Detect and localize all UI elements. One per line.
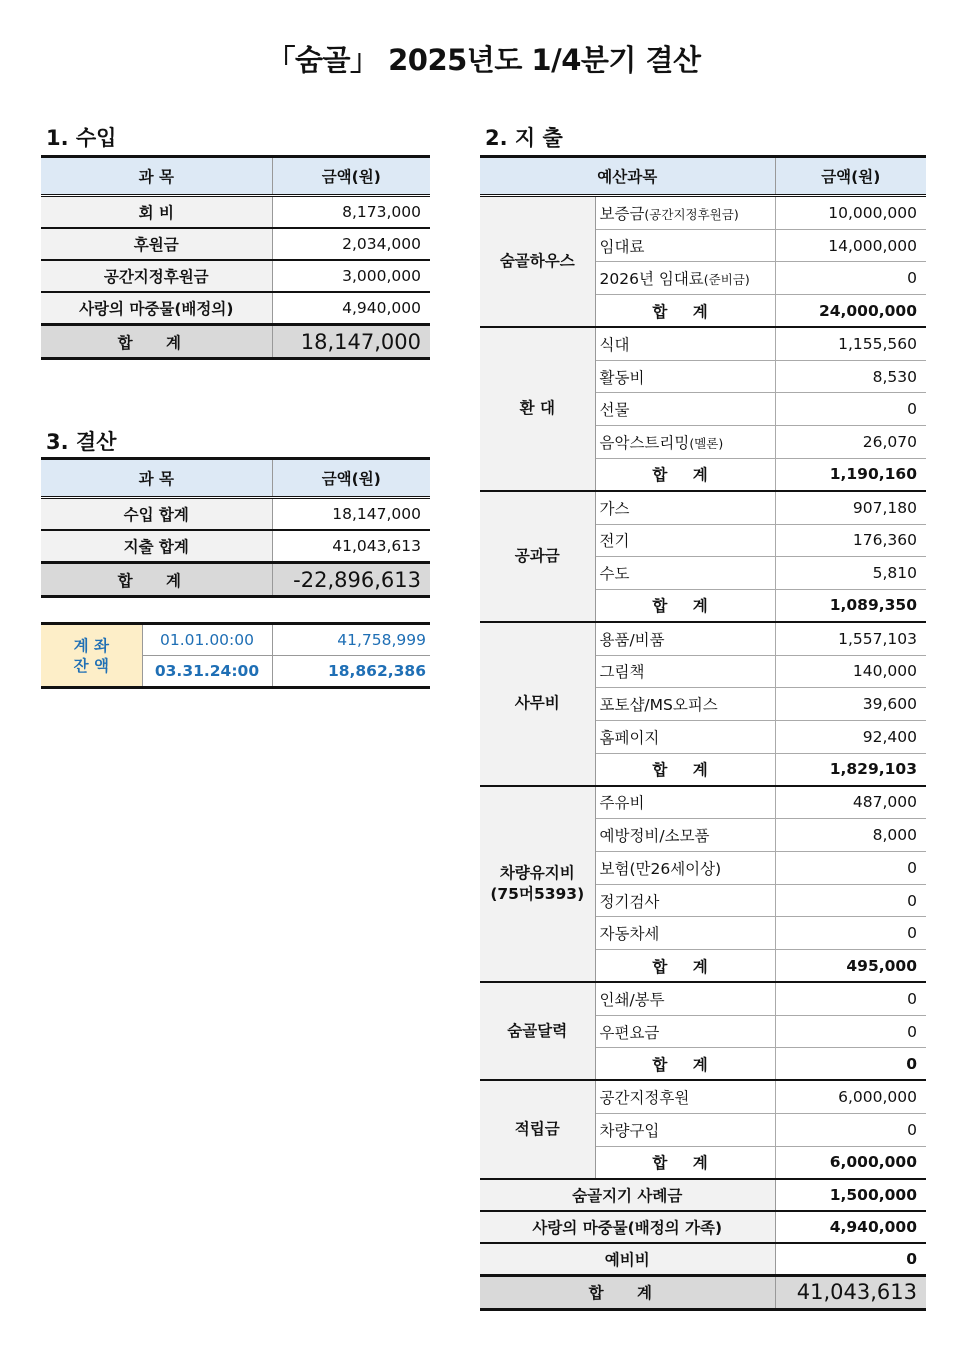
table-row [41,498,430,531]
settlement-total-row [41,563,430,597]
expense-header-amount: 금액(원) [775,157,926,196]
income-header-row [41,157,430,196]
page-title: 「숨골」 2025년도 1/4분기 결산 [266,43,701,77]
table-row [41,624,430,656]
table-row [41,196,430,229]
expense-item-amount: 5,810 [775,557,926,590]
table-row [480,327,926,360]
expense-item-name: 홈페이지 [599,728,660,747]
table-row [41,530,430,563]
expense-item-amount: 6,000,000 [775,1080,926,1113]
expense-single-amount: 0 [775,1243,926,1276]
expense-item-note: (멜론) [689,435,724,451]
expense-item [595,1015,775,1048]
expense-subtotal-amount: 1,190,160 [775,458,926,491]
settlement-header-row [41,459,430,498]
table-row [480,982,926,1015]
settlement-amount: 18,147,000 [272,498,430,531]
expense-item [595,557,775,590]
expense-item-name: 선물 [599,401,630,420]
expense-item [595,1080,775,1113]
expense-subtotal-amount: 1,089,350 [775,589,926,622]
expense-item-name: 우편요금 [599,1023,660,1042]
expense-item [595,393,775,426]
expense-item-amount: 140,000 [775,655,926,688]
settlement-total-amount: -22,896,613 [272,563,430,597]
expense-header-subject: 예산과목 [480,157,775,196]
expense-subtotal-amount: 0 [775,1048,926,1081]
expense-category [480,622,595,786]
expense-item [595,1114,775,1147]
settlement-table [41,457,430,598]
expense-category-label: 사무비 [514,694,560,713]
expense-subtotal-label: 합 계 [595,458,775,491]
expense-subtotal-label: 합 계 [595,753,775,786]
expense-single-label: 예비비 [480,1243,775,1276]
expense-item-amount: 0 [775,982,926,1015]
income-label: 회 비 [41,196,272,229]
expense-item-name: 보증금 [599,204,645,223]
income-total-amount: 18,147,000 [272,325,430,359]
expense-total-row [480,1275,926,1309]
expense-item-name: 수도 [599,565,630,584]
expense-item-name: 음악스트리밍 [599,433,690,452]
account-amount: 18,862,386 [272,656,430,688]
expense-item-amount: 14,000,000 [775,229,926,262]
expense-item-name: 공간지정후원 [599,1089,690,1108]
expense-category-label: 차량유지비 [499,863,575,882]
account-label-line2: 잔 액 [73,656,109,675]
expense-item-amount: 26,070 [775,426,926,459]
expense-item-name: 정기검사 [599,892,660,911]
expense-item-name: 식대 [599,335,630,354]
table-row [480,491,926,524]
expense-item-amount: 92,400 [775,720,926,753]
table-row [480,1211,926,1243]
expense-item-name: 차량구입 [599,1121,660,1140]
settlement-amount: 41,043,613 [272,530,430,563]
income-header-subject: 과 목 [41,157,272,196]
expense-item [595,819,775,852]
expense-item-amount: 10,000,000 [775,196,926,230]
expense-subtotal-amount: 495,000 [775,950,926,983]
settlement-label: 지출 합계 [41,530,272,563]
expense-item-amount: 1,557,103 [775,622,926,655]
income-amount: 4,940,000 [272,292,430,325]
table-row [41,260,430,292]
income-section-title: 1. 수입 [46,126,117,150]
expense-item-name: 전기 [599,532,630,551]
income-label: 후원금 [41,228,272,260]
expense-item-name: 2026년 임대료 [599,270,704,289]
expense-category [480,196,595,328]
expense-total-amount: 41,043,613 [775,1275,926,1309]
expense-section-title: 2. 지 출 [485,126,563,150]
account-label-line1: 계 좌 [73,636,109,655]
expense-item [595,786,775,819]
expense-item-name: 포토샵/MS오피스 [599,696,718,715]
account-balance-label [41,624,142,688]
expense-subtotal-label: 합 계 [595,1048,775,1081]
expense-table [480,155,926,1311]
expense-item [595,491,775,524]
income-header-amount: 금액(원) [272,157,430,196]
expense-subtotal-amount: 24,000,000 [775,295,926,328]
expense-subtotal-label: 합 계 [595,950,775,983]
table-row [480,786,926,819]
table-row [480,622,926,655]
table-row [41,292,430,325]
expense-item [595,426,775,459]
expense-item-amount: 0 [775,852,926,885]
expense-item-name: 인쇄/봉투 [599,990,665,1009]
table-row [480,1243,926,1276]
expense-single-label: 숨골지기 사례금 [480,1179,775,1211]
expense-item [595,622,775,655]
expense-item [595,360,775,393]
expense-category [480,491,595,622]
expense-item-note: (준비금) [703,272,750,288]
expense-item [595,917,775,950]
income-total-label: 합 계 [41,325,272,359]
account-date: 01.01.00:00 [142,624,272,656]
expense-category-label: 공과금 [514,546,560,565]
settlement-header-subject: 과 목 [41,459,272,498]
expense-item [595,852,775,885]
expense-item-amount: 0 [775,262,926,295]
expense-category-label: (75머5393) [490,884,585,903]
expense-single-amount: 1,500,000 [775,1179,926,1211]
income-total-row [41,325,430,359]
expense-item-name: 예방정비/소모품 [599,827,710,846]
expense-item-name: 자동차세 [599,925,660,944]
expense-item-name: 임대료 [599,237,645,256]
expense-item-amount: 0 [775,917,926,950]
expense-item-amount: 8,000 [775,819,926,852]
expense-item-name: 주유비 [599,794,645,813]
expense-item-name: 보험(만26세이상) [599,859,722,878]
expense-item-amount: 0 [775,1015,926,1048]
table-row [480,1179,926,1211]
expense-category [480,327,595,491]
expense-category-label: 적립금 [514,1120,560,1139]
expense-item [595,655,775,688]
settlement-total-label: 합 계 [41,563,272,597]
expense-item [595,327,775,360]
table-row [41,228,430,260]
expense-category-label: 숨골하우스 [499,252,575,271]
table-row [480,196,926,230]
expense-item [595,982,775,1015]
expense-item-amount: 8,530 [775,360,926,393]
expense-item-amount: 0 [775,393,926,426]
expense-category-label: 환 대 [519,399,555,418]
expense-item-amount: 907,180 [775,491,926,524]
expense-item-name: 그림책 [599,663,645,682]
expense-item-amount: 0 [775,884,926,917]
expense-category [480,1080,595,1178]
expense-subtotal-amount: 6,000,000 [775,1146,926,1179]
income-label: 공간지정후원금 [41,260,272,292]
income-label: 사랑의 마중물(배정의) [41,292,272,325]
table-row [480,1080,926,1113]
expense-total-label: 합 계 [480,1275,775,1309]
expense-subtotal-label: 합 계 [595,1146,775,1179]
income-amount: 3,000,000 [272,260,430,292]
income-amount: 2,034,000 [272,228,430,260]
expense-item [595,884,775,917]
expense-item [595,524,775,557]
expense-item-name: 가스 [599,499,630,518]
account-amount: 41,758,999 [272,624,430,656]
expense-item-amount: 0 [775,1114,926,1147]
expense-single-label: 사랑의 마중물(배정의 가족) [480,1211,775,1243]
expense-item-amount: 176,360 [775,524,926,557]
income-amount: 8,173,000 [272,196,430,229]
expense-category-label: 숨골달력 [507,1021,568,1040]
expense-subtotal-amount: 1,829,103 [775,753,926,786]
expense-subtotal-label: 합 계 [595,295,775,328]
expense-item-note: (공간지정후원금) [644,206,739,222]
account-balance-table [41,622,430,689]
expense-header-row [480,157,926,196]
account-date: 03.31.24:00 [142,656,272,688]
expense-single-amount: 4,940,000 [775,1211,926,1243]
expense-item-amount: 1,155,560 [775,327,926,360]
expense-item-amount: 39,600 [775,688,926,721]
income-table [41,155,430,360]
expense-item-name: 용품/비품 [599,630,665,649]
expense-item [595,196,775,230]
expense-category [480,786,595,982]
expense-item-name: 활동비 [599,368,645,387]
settlement-section-title: 3. 결산 [46,430,117,454]
expense-category [480,982,595,1080]
expense-item [595,229,775,262]
expense-item [595,720,775,753]
expense-item [595,688,775,721]
expense-subtotal-label: 합 계 [595,589,775,622]
expense-item [595,262,775,295]
settlement-label: 수입 합계 [41,498,272,531]
settlement-header-amount: 금액(원) [272,459,430,498]
expense-item-amount: 487,000 [775,786,926,819]
